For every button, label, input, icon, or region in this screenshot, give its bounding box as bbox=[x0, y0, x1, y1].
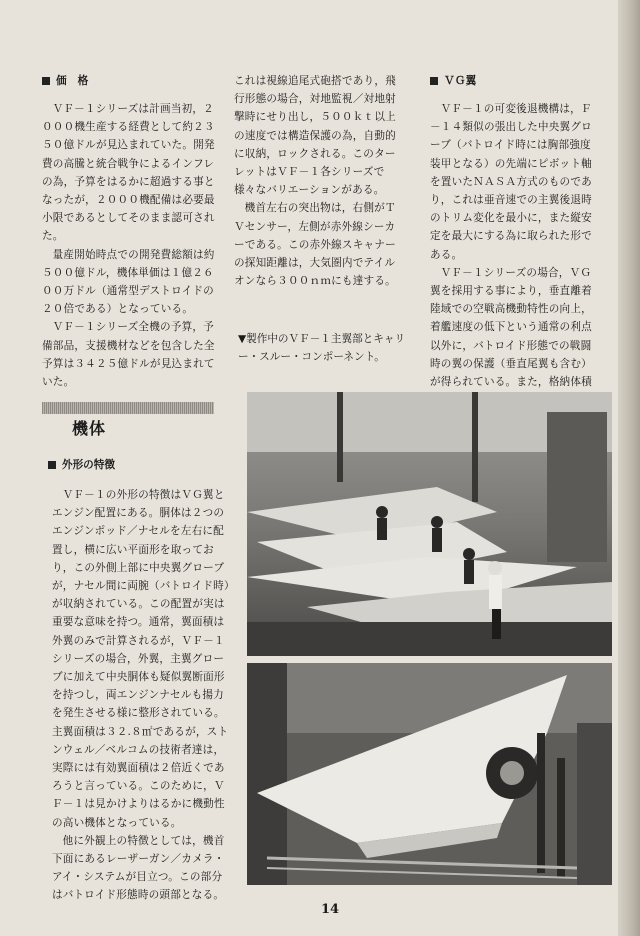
airframe-paragraph: ＶＦ－１の外形の特徴はＶＧ翼とエンジン配置にある。胴体は２つのエンジンポッド／ナセルを左右に配置し，横に広い平面形を取っており，この外側上部に中央翼グローブが，ナセル間に両腕（バトロイド時）が収納されている。この配置が実は重要な意味を持つ。通常，翼面積は外翼のみで計算されるが，ＶＦ－１シリーズの場合，外翼，主翼グローブに加えて中央胴体も疑似翼断面形を持つし，両エンジンナセルも揚力を発生させる様に整形されている。主翼面積は３２.８㎡であるが，ストンウェル／ベルコムの技術者達は，実際には有効翼面積は２倍近くであろうと言っている。このために，ＶＦ－１は見かけよりはるかに機動性の高い機体となっている。 bbox=[52, 489, 230, 829]
section-title-band bbox=[42, 402, 214, 442]
middle-paragraph: これは視線追尾式砲搭であり，飛行形態の場合，対地監視／対地射撃時にせり出し，５００ｋｔ以上の速度では構造保護の為，自動的に収納，ロックされる。このターレットはＶＦ－１各シリーズで様々なバリエーションがある。 bbox=[234, 75, 396, 197]
wing-assembly-photo bbox=[247, 392, 612, 656]
vg-wing-column bbox=[430, 72, 600, 428]
section-title: 機体 bbox=[72, 419, 107, 438]
airframe-column bbox=[52, 486, 230, 905]
bullet-square-icon bbox=[430, 77, 438, 85]
airframe-subheading-text: 外形の特徴 bbox=[62, 459, 115, 471]
wing-carry-through-photo-image bbox=[247, 663, 612, 885]
vg-wing-paragraph: ＶＦ－１シリーズの場合，ＶＧ翼を採用する事により，垂直離着陸域での空戦高機動特性の向上，着艦速度の低下という通常の利点以外に，バトロイド形態での戦闘時の翼の保護（垂直尾翼も含む）が得られている。また，格納体積 bbox=[430, 266, 592, 389]
section-title-bar bbox=[42, 402, 214, 414]
vg-wing-paragraph: ＶＦ－１の可変後退機構は，Ｆ－１４類似の張出した中央翼グローブ（バトロイド時には胸部強度装甲となる）の先端にピボット軸を置いたＮＡＳＡ方式のものであり，これは亜音速での主翼後退時のトリム変化を最小に，また縦安定を最大にする為に取られた形である。 bbox=[430, 103, 592, 261]
page-number: 14 bbox=[320, 902, 340, 917]
middle-column bbox=[234, 72, 404, 290]
pricing-paragraph: ＶＦ－１シリーズは計画当初，２０００機生産する経費として約２３５０億ドルが見込まれていた。開発費の高騰と統合戦争によるインフレの為，予算をはるかに超過する事となったが，２０００機配備は必要最小限であるとしてそのまま認可された。 bbox=[42, 103, 215, 243]
vg-wing-heading bbox=[430, 72, 600, 90]
pricing-paragraph: ＶＦ－１シリーズ全機の予算，予備部品，支援機材などを包含した全予算は３４２５億ドルが見込まれていた。 bbox=[42, 321, 215, 389]
wing-assembly-photo-image bbox=[247, 392, 612, 656]
pricing-heading-text: 価 格 bbox=[56, 75, 89, 87]
pricing-column bbox=[42, 72, 220, 391]
airframe-subheading bbox=[48, 456, 115, 474]
page-edge bbox=[618, 0, 640, 936]
middle-paragraph: 機首左右の突出物は，右側がＴＶセンサー，左側が赤外線シーカーである。この赤外線スキャナーの探知距離は，大気圏内でテイルオンなら３００ｎｍにも達する。 bbox=[234, 202, 396, 288]
bullet-square-icon bbox=[42, 77, 50, 85]
airframe-paragraph: 他に外観上の特徴としては，機首下面にあるレーザーガン／カメラ・アイ・システムが目立つ。この部分はバトロイド形態時の頭部となる。 bbox=[52, 834, 225, 902]
pricing-paragraph: 量産開始時点での開発費総額は約５００億ドル，機体単価は１億２６００万ドル（通常型デストロイドの２０倍である）となっている。 bbox=[42, 248, 215, 316]
pricing-heading bbox=[42, 72, 220, 90]
wing-carry-through-photo bbox=[247, 663, 612, 885]
photo-caption: ▼製作中のＶＦ－１主翼部とキャリー・スルー・コンポーネント。 bbox=[238, 333, 406, 363]
bullet-square-icon bbox=[48, 461, 56, 469]
vg-wing-heading-text: ＶＧ翼 bbox=[444, 75, 477, 87]
